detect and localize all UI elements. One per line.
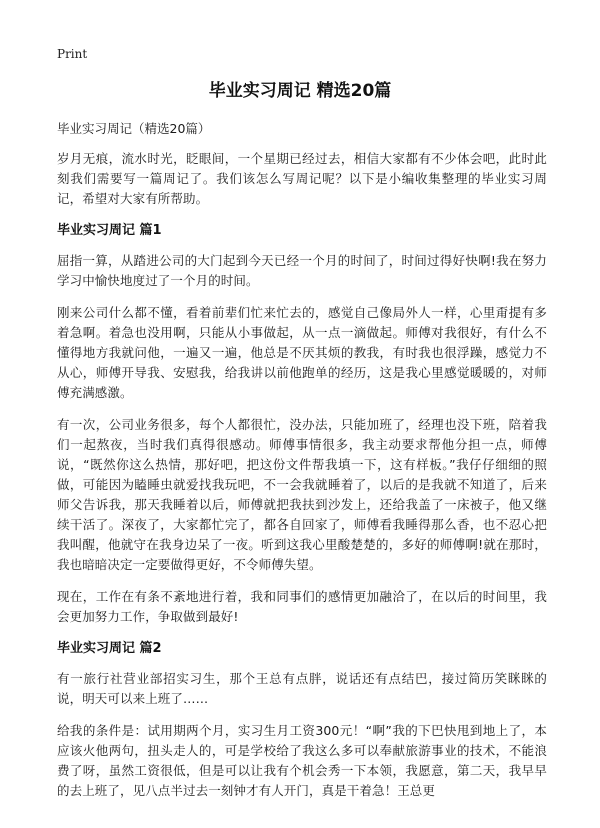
document-subtitle: 毕业实习周记（精选20篇） <box>57 121 211 136</box>
intro-paragraph: 岁月无痕，流水时光，眨眼间，一个星期已经过去，相信大家都有不少体会吧，此时此刻我们需要写一篇周记了。我们该怎么写周记呢？以下是小编收集整理的毕业实习周记，希望对大家有所帮助。 <box>57 151 547 206</box>
section-1-paragraph-1: 屈指一算，从踏进公司的大门起到今天已经一个月的时间了，时间过得好快啊!我在努力学习中愉快地度过了一个月的时间。 <box>57 253 547 288</box>
section-2-paragraph-1: 有一旅行社营业部招实习生，那个王总有点胖，说话还有点结巴，接过简历笑眯眯的说，明天可以来上班了…… <box>57 671 547 706</box>
section-heading-1: 毕业实习周记 篇1 <box>57 223 162 238</box>
section-1-paragraph-4: 现在，工作在有条不紊地进行着，我和同事们的感情更加融洽了，在以后的时间里，我会更加努力工作，争取做到最好! <box>57 589 547 624</box>
print-link[interactable]: Print <box>57 47 88 61</box>
section-heading-2: 毕业实习周记 篇2 <box>57 641 162 656</box>
document-title: 毕业实习周记 精选20篇 <box>208 81 392 101</box>
document-body <box>57 119 547 813</box>
section-1-paragraph-2: 刚来公司什么都不懂，看着前辈们忙来忙去的，感觉自己像局外人一样，心里甭提有多着急啊。着急也没用啊，只能从小事做起，从一点一滴做起。师傅对我很好，有什么不懂得地方我就问他，一遍又一遍，他总是不厌其烦的教我，有时我也很浮躁，感觉力不从心，师傅开导我、安慰我，给我讲以前他跑单的经历，这是我心里感觉暖暖的，对师傅充满感激。 <box>57 305 547 400</box>
section-1-paragraph-3: 有一次，公司业务很多，每个人都很忙，没办法，只能加班了，经理也没下班，陪着我们一起熬夜，当时我们真得很感动。师傅事情很多，我主动要求帮他分担一点，师傅说，“既然你这么热情，那好吧，把这份文件帮我填一下，这有样板。”我仔仔细细的照做，可能因为瞌睡虫就爱找我玩吧，不一会我就睡着了，以后的是我就不知道了，后来师父告诉我，那天我睡着以后，师傅就把我扶到沙发上，还给我盖了一床被子，他又继续干活了。深夜了，大家都忙完了，都各自回家了，师傅看我睡得那么香，也不忍心把我叫醒，他就守在我身边呆了一夜。听到这我心里酸楚楚的，多好的师傅啊!就在那时，我也暗暗决定一定要做得更好，不令师傅失望。 <box>57 417 547 572</box>
section-2-paragraph-2: 给我的条件是：试用期两个月，实习生月工资300元！“啊”我的下巴快甩到地上了，本应该火他两句，扭头走人的，可是学校给了我这么多可以奉献旅游事业的技术，不能浪费了呀，虽然工资很低，但是可以让我有个机会秀一下本领，我愿意，第二天，我早早的去上班了，见八点半过去一刻钟才有人开门，真是干着急！王总更 <box>57 723 547 798</box>
